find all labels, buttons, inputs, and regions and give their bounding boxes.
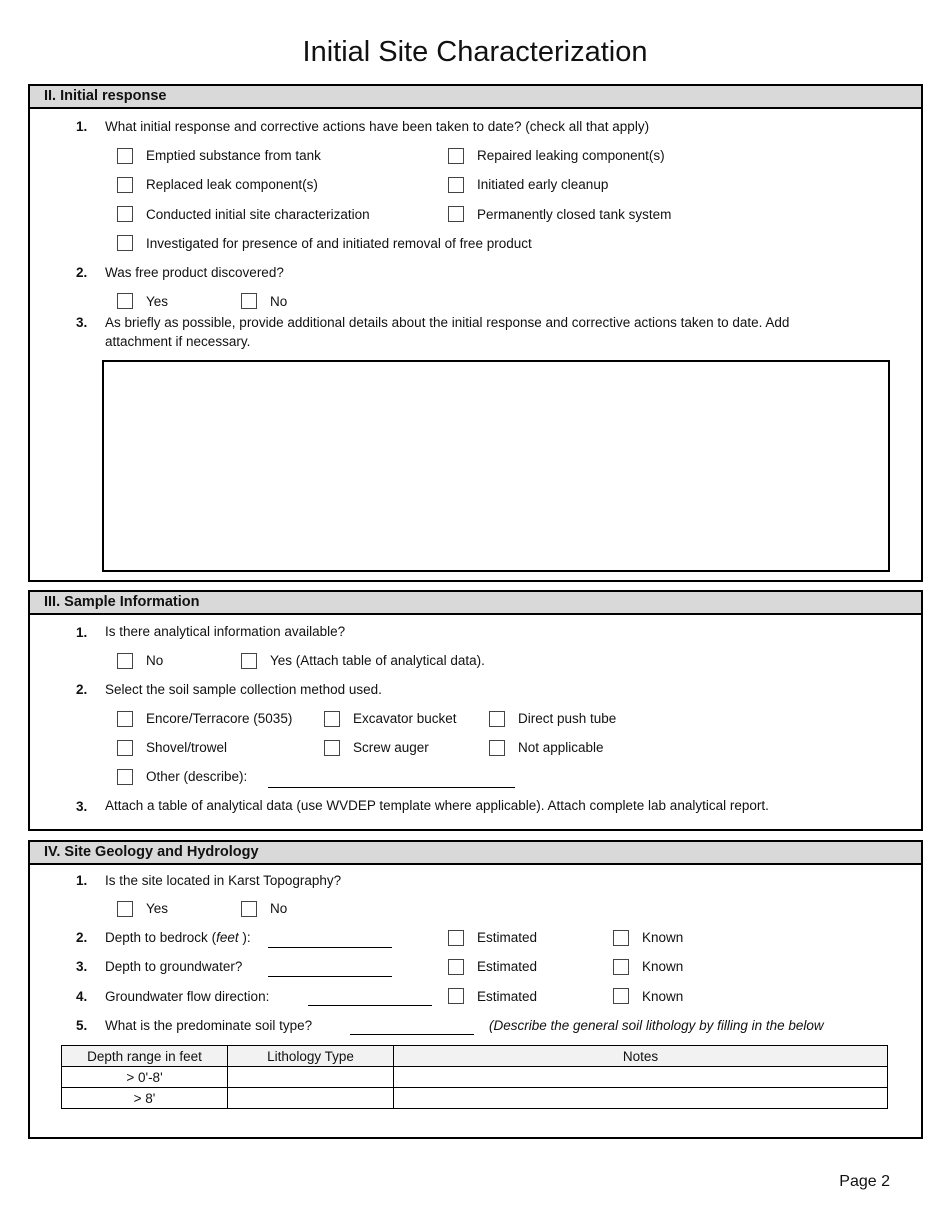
option-label: Conducted initial site characterization [146, 207, 370, 222]
option-label: Estimated [477, 989, 538, 1004]
question-number: 4. [76, 989, 88, 1004]
soil-lithology-table [61, 1045, 888, 1109]
option-label: Yes [146, 901, 169, 916]
option-label: Excavator bucket [353, 711, 457, 726]
option-label: Yes (Attach table of analytical data). [270, 653, 485, 668]
question-text: Select the soil sample collection method used. [105, 682, 382, 697]
column-header: Lithology Type [228, 1046, 394, 1067]
page-number: Page 2 [839, 1173, 890, 1190]
option-label: Screw auger [353, 740, 429, 755]
option-label: Permanently closed tank system [477, 207, 672, 222]
question-text: Attach a table of analytical data (use WVDEP template where applicable). Attach complete lab analytical report. [105, 798, 769, 813]
notes-cell[interactable] [394, 1088, 888, 1109]
question-number: 2. [76, 265, 88, 280]
option-label: Investigated for presence of and initiated removal of free product [146, 236, 532, 251]
table-header-row [62, 1046, 888, 1067]
question-number: 1. [76, 119, 88, 134]
groundwater-depth-field[interactable] [268, 976, 392, 977]
flow-direction-field[interactable] [308, 1005, 432, 1006]
option-label: Shovel/trowel [146, 740, 228, 755]
column-header: Depth range in feet [62, 1046, 228, 1067]
checkbox-karst-no[interactable] [241, 901, 257, 917]
checkbox-analytical-no[interactable] [117, 653, 133, 669]
question-number: 3. [76, 799, 88, 814]
soil-type-field[interactable] [350, 1034, 474, 1035]
option-label: Other (describe): [146, 769, 248, 784]
checkbox-closed-tank[interactable] [448, 206, 464, 222]
option-label: Encore/Terracore (5035) [146, 711, 293, 726]
option-label: Replaced leak component(s) [146, 177, 318, 192]
question-number: 5. [76, 1018, 88, 1033]
lithology-cell[interactable] [228, 1088, 394, 1109]
question-text-part: Depth to bedrock ( [105, 930, 217, 945]
checkbox-other[interactable] [117, 769, 133, 785]
checkbox-not-applicable[interactable] [489, 740, 505, 756]
option-label: Initiated early cleanup [477, 177, 609, 192]
option-label: Direct push tube [518, 711, 617, 726]
details-textarea[interactable] [102, 360, 890, 572]
checkbox-emptied-substance[interactable] [117, 148, 133, 164]
checkbox-replaced-leak[interactable] [117, 177, 133, 193]
checkbox-excavator-bucket[interactable] [324, 711, 340, 727]
depth-range-cell: > 0'-8' [62, 1067, 228, 1088]
option-label: Estimated [477, 959, 538, 974]
checkbox-free-product-removal[interactable] [117, 235, 133, 251]
checkbox-free-product-no[interactable] [241, 293, 257, 309]
option-label: Emptied substance from tank [146, 148, 321, 163]
question-text: As briefly as possible, provide additional details about the initial response and corrective actions taken to date. Add [105, 315, 790, 330]
checkbox-analytical-yes[interactable] [241, 653, 257, 669]
option-label: Not applicable [518, 740, 604, 755]
other-describe-field[interactable] [268, 787, 515, 788]
question-number: 3. [76, 959, 88, 974]
checkbox-early-cleanup[interactable] [448, 177, 464, 193]
checkbox-flow-estimated[interactable] [448, 988, 464, 1004]
question-text: What is the predominate soil type? [105, 1018, 313, 1033]
lithology-cell[interactable] [228, 1067, 394, 1088]
question-text [105, 930, 251, 945]
question-number: 2. [76, 682, 88, 697]
checkbox-site-characterization[interactable] [117, 206, 133, 222]
checkbox-shovel-trowel[interactable] [117, 740, 133, 756]
option-label: Known [642, 959, 684, 974]
checkbox-bedrock-estimated[interactable] [448, 930, 464, 946]
checkbox-encore-terracore[interactable] [117, 711, 133, 727]
checkbox-bedrock-known[interactable] [613, 930, 629, 946]
question-text: attachment if necessary. [105, 334, 251, 349]
question-number: 2. [76, 930, 88, 945]
question-text-part: ): [238, 930, 251, 945]
bedrock-depth-field[interactable] [268, 947, 392, 948]
question-text: Depth to groundwater? [105, 959, 243, 974]
option-label: No [146, 653, 164, 668]
option-label: Yes [146, 294, 169, 309]
checkbox-free-product-yes[interactable] [117, 293, 133, 309]
option-label: No [270, 901, 288, 916]
page-title: Initial Site Characterization [302, 36, 648, 68]
option-label: No [270, 294, 288, 309]
option-label: Known [642, 930, 684, 945]
section-heading: IV. Site Geology and Hydrology [30, 842, 921, 865]
question-number: 1. [76, 625, 88, 640]
checkbox-karst-yes[interactable] [117, 901, 133, 917]
checkbox-direct-push-tube[interactable] [489, 711, 505, 727]
notes-cell[interactable] [394, 1067, 888, 1088]
question-number: 1. [76, 873, 88, 888]
option-label: Known [642, 989, 684, 1004]
table-row [62, 1067, 888, 1088]
question-text: Is the site located in Karst Topography? [105, 873, 342, 888]
question-text: Is there analytical information available? [105, 624, 346, 639]
question-text: What initial response and corrective actions have been taken to date? (check all that apply) [105, 119, 650, 134]
table-row [62, 1088, 888, 1109]
checkbox-groundwater-known[interactable] [613, 959, 629, 975]
question-text: Was free product discovered? [105, 265, 284, 280]
checkbox-flow-known[interactable] [613, 988, 629, 1004]
soil-lithology-note: (Describe the general soil lithology by filling in the below [489, 1018, 824, 1033]
option-label: Estimated [477, 930, 538, 945]
section-heading: II. Initial response [30, 86, 921, 109]
depth-range-cell: > 8' [62, 1088, 228, 1109]
question-text: Groundwater flow direction: [105, 989, 270, 1004]
checkbox-repaired-leaking[interactable] [448, 148, 464, 164]
column-header: Notes [394, 1046, 888, 1067]
question-number: 3. [76, 315, 88, 330]
option-label: Repaired leaking component(s) [477, 148, 665, 163]
section-heading: III. Sample Information [30, 592, 921, 615]
question-text-emphasis: feet [216, 930, 239, 945]
checkbox-screw-auger[interactable] [324, 740, 340, 756]
checkbox-groundwater-estimated[interactable] [448, 959, 464, 975]
